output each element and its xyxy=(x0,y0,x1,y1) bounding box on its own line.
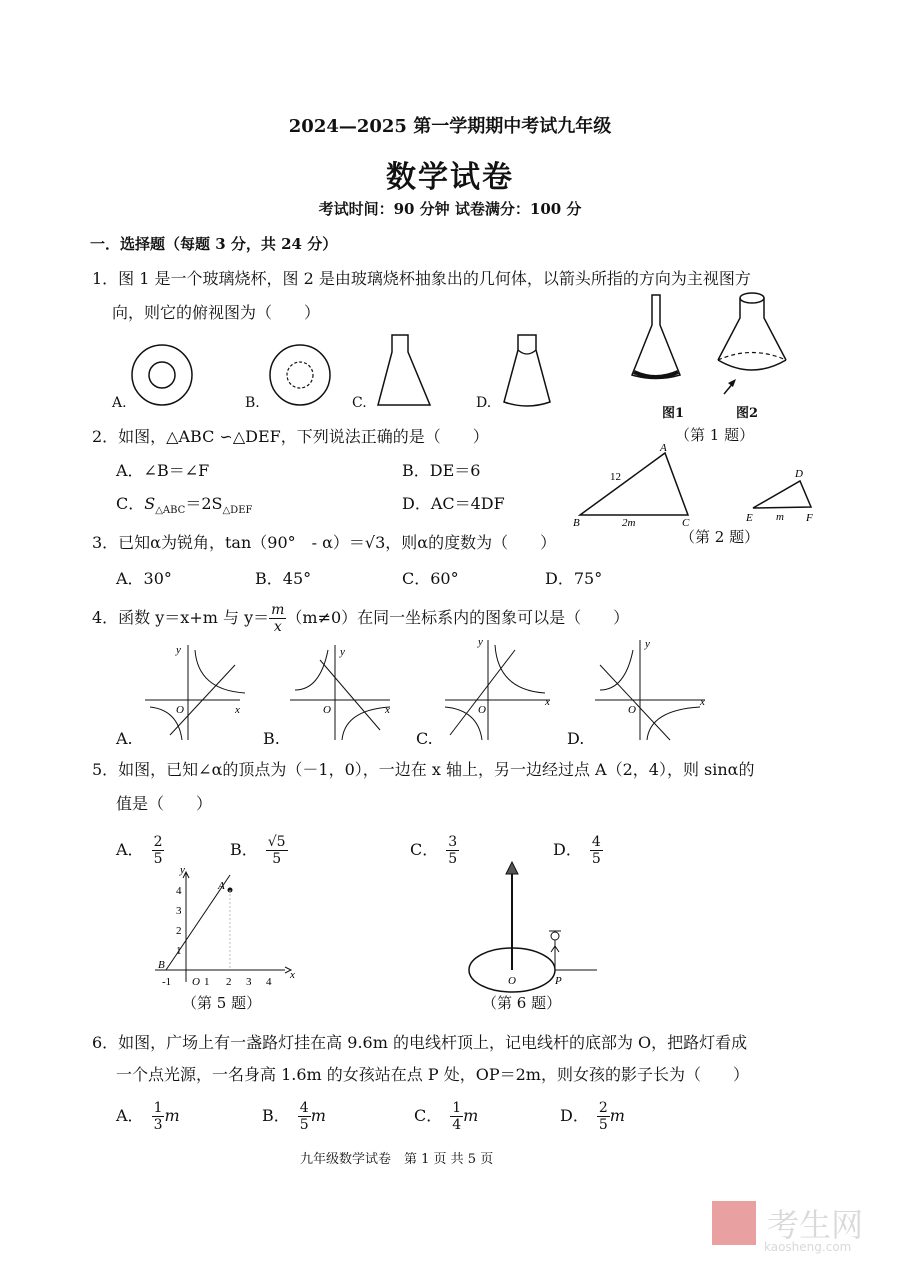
watermark: 考生网 kaosheng.com xyxy=(712,1200,863,1254)
svg-text:4: 4 xyxy=(266,976,272,988)
q1-stem-line2: 向，则它的俯视图为（ ） xyxy=(112,303,321,322)
q1-option-b: B. xyxy=(245,395,260,411)
q5-option-d: D． $\frac{4}{5}$ xyxy=(553,834,601,867)
q5-stem-line2: 值是（ ） xyxy=(116,794,213,813)
label-e: E xyxy=(746,512,753,524)
q4-option-a: A. xyxy=(116,729,133,748)
q6-stem-line2: 一个点光源，一名身高 1.6m 的女孩站在点 P 处，OP＝2m，则女孩的影子长为（ ） xyxy=(116,1065,749,1084)
svg-text:O: O xyxy=(508,975,516,987)
q5-coordinate-figure xyxy=(150,864,300,990)
graph-b xyxy=(290,645,390,740)
q6-option-c: C． $\frac{1}{4}$ m xyxy=(414,1100,479,1133)
svg-text:O: O xyxy=(176,704,184,716)
beaker-icon xyxy=(632,295,680,379)
q2-option-d: D．AC＝4DF xyxy=(402,494,505,513)
q2-option-a: A．∠B＝∠F xyxy=(116,461,210,480)
option-d-flask-outline-icon xyxy=(504,335,550,406)
label-12: 12 xyxy=(610,471,621,483)
svg-text:1: 1 xyxy=(204,976,210,988)
q3-option-a: A．30° xyxy=(116,569,172,588)
svg-text:x: x xyxy=(235,704,240,716)
q6-stem-line1: 6．如图，广场上有一盏路灯挂在高 9.6m 的电线杆顶上，记电线杆的底部为 O，把路灯看成 xyxy=(92,1033,748,1052)
q1-flask-figures xyxy=(620,290,800,400)
q4-stem: 4．函数 y＝x+m 与 y＝ $\frac{m}{x}$ （m≠0）在同一坐标系内的图象可以是（ ） xyxy=(92,602,630,635)
q6-street-lamp-figure xyxy=(465,860,605,990)
svg-text:x: x xyxy=(545,696,550,708)
graph-a xyxy=(145,644,245,740)
svg-text:y: y xyxy=(478,636,483,648)
section-heading: 一．选择题（每题 3 分，共 24 分） xyxy=(90,235,338,253)
svg-text:B: B xyxy=(158,959,165,971)
q5-option-b: B． $\frac{√5}{5}$ xyxy=(230,834,286,867)
option-b-ring-dashed-icon xyxy=(270,345,330,405)
svg-text:-1: -1 xyxy=(162,976,172,988)
svg-text:y: y xyxy=(340,646,345,658)
lamp-icon xyxy=(506,862,518,874)
q2-option-b: B．DE＝6 xyxy=(402,461,481,480)
q3-option-c: C．60° xyxy=(402,569,459,588)
label-b: B xyxy=(573,517,580,529)
page-title: 数学试卷 xyxy=(386,160,514,195)
graph-c xyxy=(445,636,550,740)
svg-text:O: O xyxy=(478,704,486,716)
q1-caption: （第 1 题） xyxy=(675,426,755,444)
q1-option-c: C. xyxy=(352,395,367,411)
q6-caption: （第 6 题） xyxy=(482,994,562,1012)
svg-text:O: O xyxy=(323,704,331,716)
page-footer: 九年级数学试卷 第 1 页 共 5 页 xyxy=(300,1152,494,1167)
label-a: A xyxy=(660,442,667,454)
svg-text:x: x xyxy=(290,969,295,981)
q2-caption: （第 2 题） xyxy=(680,528,760,546)
truncated-cone-icon xyxy=(718,293,786,370)
fig2-label: 图2 xyxy=(736,406,759,421)
q2-option-c: C．$S_{\triangle ABC}=2S_{\triangle DEF}$ xyxy=(116,494,253,517)
exam-heading: 2024—2025 第一学期期中考试九年级 xyxy=(288,116,612,137)
label-m: m xyxy=(776,511,784,523)
q3-option-b: B．45° xyxy=(255,569,312,588)
svg-text:2: 2 xyxy=(176,925,182,937)
q4-option-c: C. xyxy=(416,729,433,748)
svg-text:y: y xyxy=(176,644,181,656)
girl-icon xyxy=(549,931,561,970)
svg-text:3: 3 xyxy=(246,976,252,988)
q4-option-b: B. xyxy=(263,729,280,748)
view-arrow-icon xyxy=(724,379,736,394)
svg-text:x: x xyxy=(385,704,390,716)
graph-d xyxy=(595,638,705,740)
svg-text:y: y xyxy=(645,638,650,650)
q5-option-a: A． $\frac{2}{5}$ xyxy=(116,834,163,867)
label-2m: 2m xyxy=(622,517,636,529)
svg-text:A: A xyxy=(218,880,225,892)
q5-stem-line1: 5．如图，已知∠α的顶点为（－1，0），一边在 x 轴上，另一边经过点 A（2，4），则 sinα的 xyxy=(92,760,755,779)
svg-text:y: y xyxy=(180,864,185,876)
svg-text:O: O xyxy=(628,704,636,716)
q1-stem-line1: 1．图 1 是一个玻璃烧杯，图 2 是由玻璃烧杯抽象出的几何体，以箭头所指的方向为主视图方 xyxy=(92,269,751,288)
svg-text:1: 1 xyxy=(176,945,182,957)
watermark-logo-icon xyxy=(712,1201,756,1245)
q4-option-d: D. xyxy=(567,729,585,748)
q6-option-b: B． $\frac{4}{5}$ m xyxy=(262,1100,326,1133)
q1-option-d: D. xyxy=(476,395,492,411)
label-c: C xyxy=(682,517,690,529)
label-f: F xyxy=(806,512,813,524)
exam-info: 考试时间：90 分钟 试卷满分：100 分 xyxy=(318,200,582,218)
svg-text:2: 2 xyxy=(226,976,232,988)
svg-text:4: 4 xyxy=(176,885,182,897)
q6-option-d: D． $\frac{2}{5}$ m xyxy=(560,1100,625,1133)
q2-stem: 2．如图，△ABC ∽△DEF，下列说法正确的是（ ） xyxy=(92,427,489,446)
q3-option-d: D．75° xyxy=(545,569,603,588)
option-a-ring-icon xyxy=(132,345,192,405)
q1-option-a: A. xyxy=(112,395,127,411)
q3-stem: 3．已知α为锐角，tan（90° - α）＝√3，则α的度数为（ ） xyxy=(92,533,557,552)
svg-text:x: x xyxy=(700,696,705,708)
svg-text:3: 3 xyxy=(176,905,182,917)
q5-option-c: C． $\frac{3}{5}$ xyxy=(410,834,458,867)
svg-text:O: O xyxy=(192,976,200,988)
q5-caption: （第 5 题） xyxy=(182,994,262,1012)
option-c-flask-outline-icon xyxy=(378,335,430,405)
label-d: D xyxy=(795,468,803,480)
q6-option-a: A． $\frac{1}{3}$ m xyxy=(116,1100,180,1133)
q2-triangles-figure xyxy=(570,440,830,530)
svg-text:P: P xyxy=(555,975,562,987)
fig1-label: 图1 xyxy=(662,406,685,421)
